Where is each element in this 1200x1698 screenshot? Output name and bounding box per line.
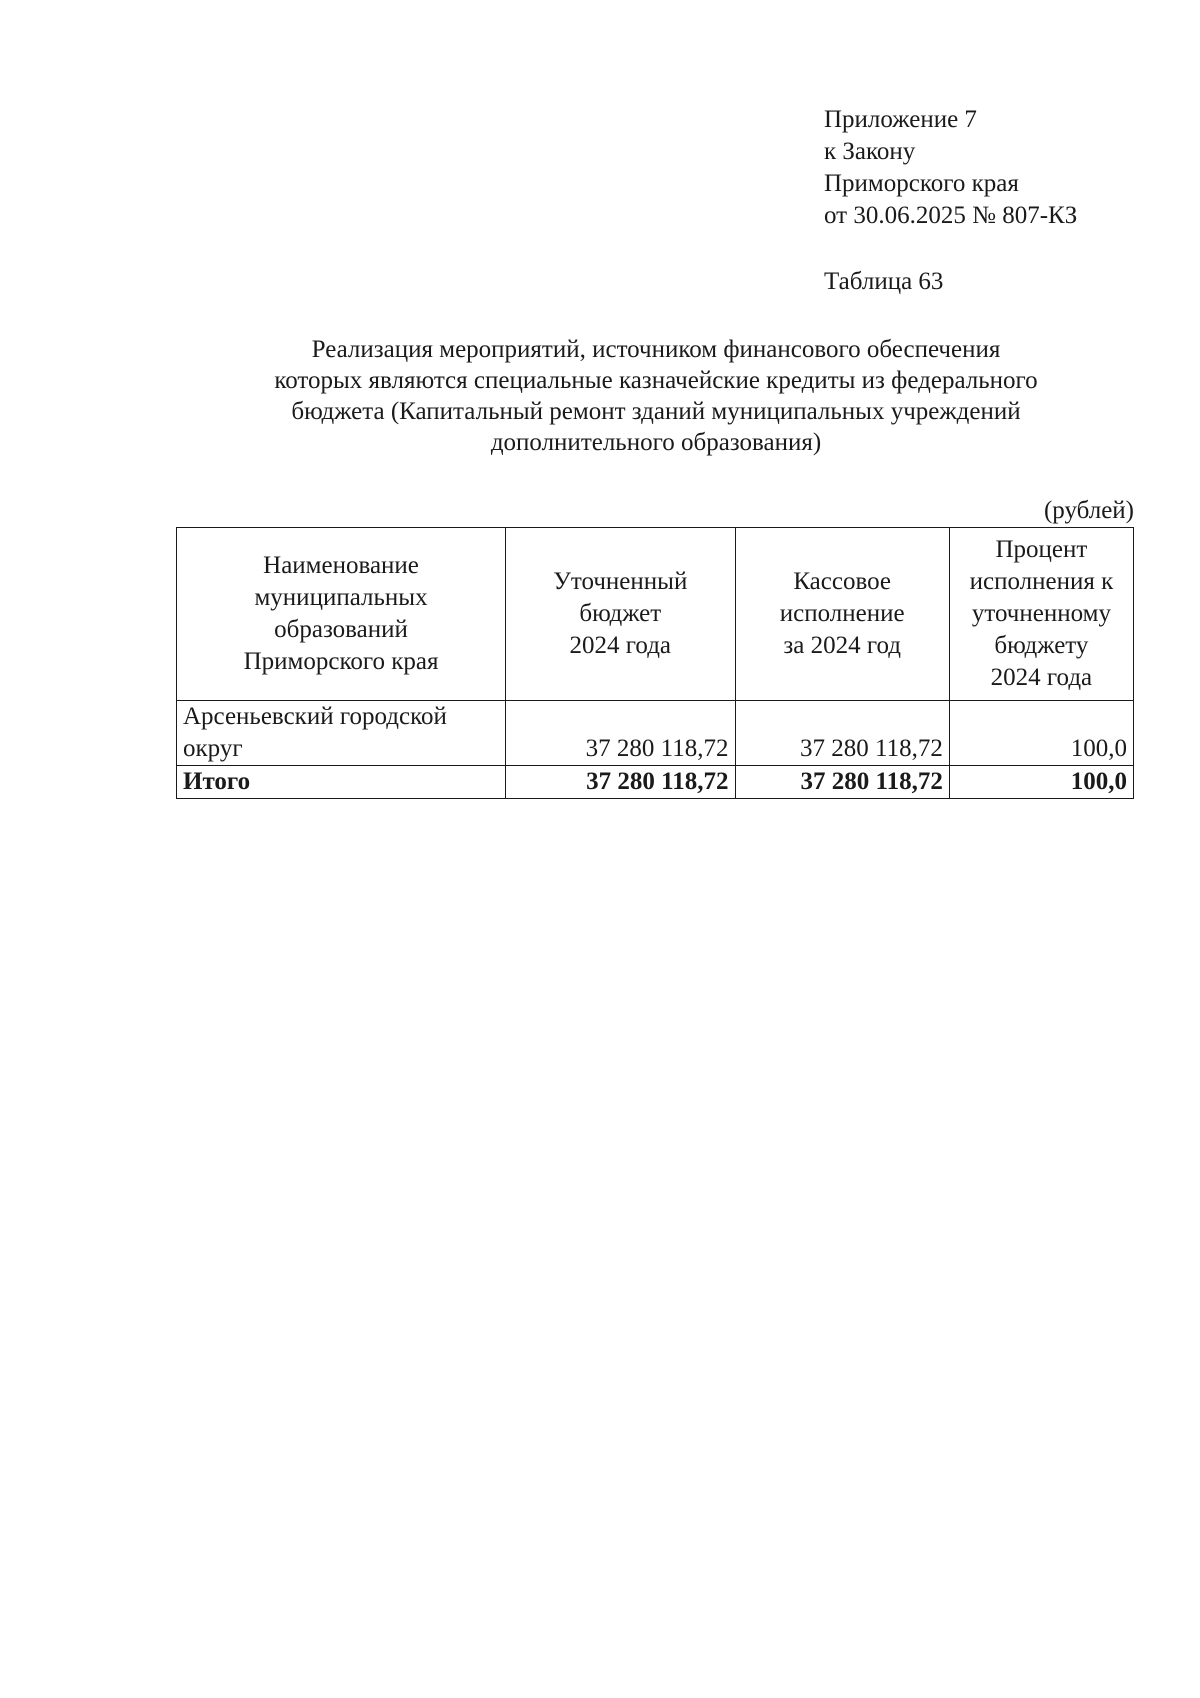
header-cash-execution (735, 528, 949, 701)
header-line: исполнение (779, 600, 905, 627)
cell-execution-percent: 100,0 (949, 701, 1133, 766)
title-line: Реализация мероприятий, источником финансового обеспечения (311, 336, 1001, 363)
header-line: Приморского края (243, 648, 439, 675)
total-cash-execution: 37 280 118,72 (735, 766, 949, 799)
total-execution-percent: 100,0 (949, 766, 1133, 799)
total-label: Итого (177, 766, 506, 799)
header-line: муниципальных (254, 584, 428, 611)
header-planned-budget (506, 528, 735, 701)
cell-line: Арсеньевский городской (183, 703, 447, 730)
header-line: Наименование (263, 552, 419, 579)
header-line: образований (274, 616, 408, 643)
header-line: исполнения к (969, 568, 1114, 595)
cell-cash-execution: 37 280 118,72 (735, 701, 949, 766)
units-label: (рублей) (1043, 497, 1134, 524)
cell-municipality (177, 701, 506, 766)
table-number: Таблица 63 (824, 268, 944, 295)
header-line: уточненному (971, 600, 1111, 627)
title-line: бюджета (Капитальный ремонт зданий муниципальных учреждений (291, 398, 1021, 425)
header-municipality (177, 528, 506, 701)
title-line: которых являются специальные казначейские кредиты из федерального (274, 367, 1038, 394)
attachment-header (824, 104, 1077, 232)
header-line: 2024 года (569, 632, 672, 659)
header-line: Уточненный (553, 568, 688, 595)
header-line: за 2024 год (783, 632, 901, 659)
report-table (176, 527, 1134, 799)
header-line: Процент (995, 536, 1088, 563)
attachment-line: Приложение 7 (824, 106, 977, 133)
attachment-line: Приморского края (824, 170, 1019, 197)
cell-planned-budget: 37 280 118,72 (506, 701, 735, 766)
header-line: Кассовое (793, 568, 891, 595)
cell-line: округ (183, 735, 243, 762)
attachment-line: к Закону (824, 138, 916, 165)
header-line: бюджету (994, 632, 1089, 659)
header-line: бюджет (579, 600, 662, 627)
table-header-row (177, 528, 1134, 701)
total-row (177, 766, 1134, 799)
header-execution-percent (949, 528, 1133, 701)
table-row (177, 701, 1134, 766)
header-line: 2024 года (990, 664, 1093, 691)
total-planned-budget: 37 280 118,72 (506, 766, 735, 799)
document-title (176, 334, 1136, 458)
attachment-line: от 30.06.2025 № 807-КЗ (824, 202, 1078, 229)
title-line: дополнительного образования) (490, 429, 822, 456)
